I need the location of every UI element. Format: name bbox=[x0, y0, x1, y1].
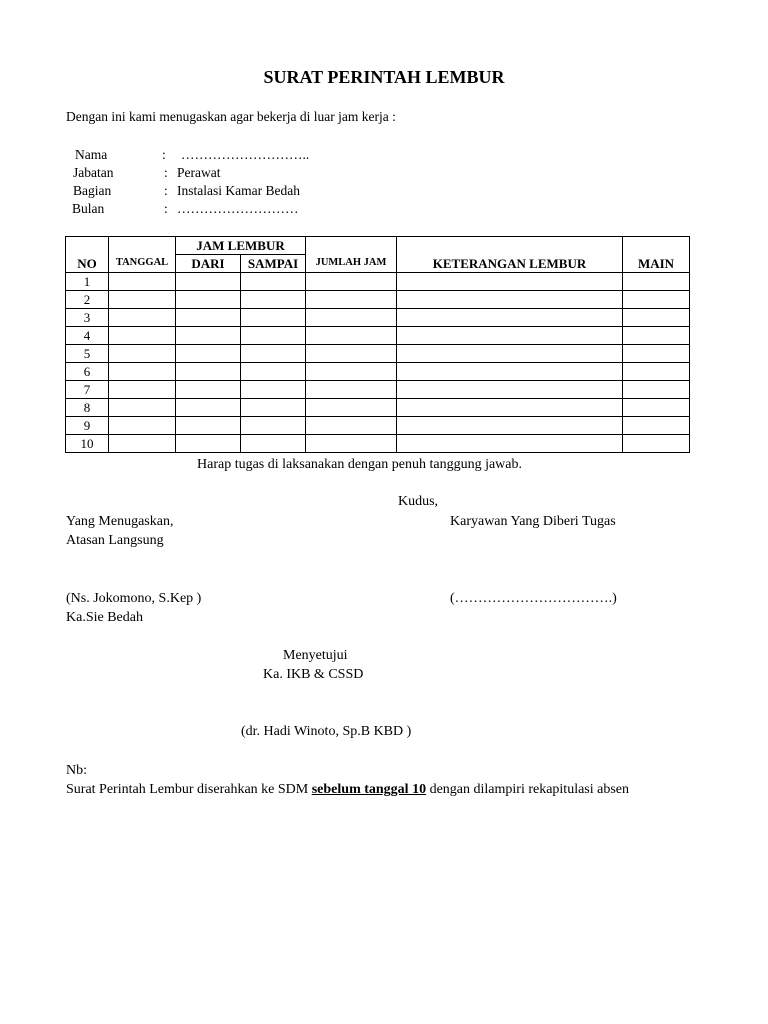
cell-main bbox=[623, 291, 690, 309]
cell-sampai bbox=[241, 399, 306, 417]
header-sampai: SAMPAI bbox=[241, 255, 306, 273]
cell-no: 4 bbox=[66, 327, 109, 345]
cell-no: 3 bbox=[66, 309, 109, 327]
field-value-bulan: ……………………… bbox=[177, 201, 299, 216]
left-sign-line1: Yang Menugaskan, bbox=[66, 514, 174, 529]
header-dari: DARI bbox=[176, 255, 241, 273]
cell-no: 10 bbox=[66, 435, 109, 453]
left-sign-line2: Atasan Langsung bbox=[66, 533, 164, 548]
cell-tanggal bbox=[109, 309, 176, 327]
cell-jumlah-jam bbox=[306, 435, 397, 453]
cell-main bbox=[623, 399, 690, 417]
field-colon: : bbox=[164, 165, 168, 180]
cell-sampai bbox=[241, 327, 306, 345]
field-label-bagian: Bagian bbox=[73, 183, 112, 198]
cell-tanggal bbox=[109, 363, 176, 381]
cell-jumlah-jam bbox=[306, 417, 397, 435]
header-main: MAIN bbox=[623, 237, 690, 273]
cell-tanggal bbox=[109, 435, 176, 453]
field-colon: : bbox=[164, 201, 168, 216]
cell-keterangan bbox=[397, 399, 623, 417]
table-row bbox=[66, 309, 690, 327]
document-title: SURAT PERINTAH LEMBUR bbox=[263, 67, 505, 87]
cell-no: 7 bbox=[66, 381, 109, 399]
cell-jumlah-jam bbox=[306, 273, 397, 291]
cell-no: 5 bbox=[66, 345, 109, 363]
cell-no: 2 bbox=[66, 291, 109, 309]
cell-tanggal bbox=[109, 327, 176, 345]
cell-main bbox=[623, 327, 690, 345]
nb-text-before: Surat Perintah Lembur diserahkan ke SDM bbox=[66, 782, 312, 797]
cell-jumlah-jam bbox=[306, 345, 397, 363]
cell-sampai bbox=[241, 273, 306, 291]
table-row bbox=[66, 345, 690, 363]
cell-sampai bbox=[241, 381, 306, 399]
cell-dari bbox=[176, 381, 241, 399]
cell-tanggal bbox=[109, 273, 176, 291]
cell-dari bbox=[176, 399, 241, 417]
cell-keterangan bbox=[397, 309, 623, 327]
cell-jumlah-jam bbox=[306, 309, 397, 327]
field-label-nama: Nama bbox=[75, 147, 108, 162]
cell-dari bbox=[176, 363, 241, 381]
cell-main bbox=[623, 309, 690, 327]
cell-tanggal bbox=[109, 381, 176, 399]
field-label-bulan: Bulan bbox=[72, 201, 105, 216]
nb-text bbox=[66, 782, 629, 798]
cell-tanggal bbox=[109, 417, 176, 435]
table-row bbox=[66, 291, 690, 309]
overtime-table bbox=[65, 236, 690, 453]
left-sign-role: Ka.Sie Bedah bbox=[66, 610, 143, 625]
cell-dari bbox=[176, 327, 241, 345]
header-no: NO bbox=[66, 237, 109, 273]
table-row bbox=[66, 399, 690, 417]
cell-jumlah-jam bbox=[306, 291, 397, 309]
cell-tanggal bbox=[109, 345, 176, 363]
cell-no: 8 bbox=[66, 399, 109, 417]
approve-name: (dr. Hadi Winoto, Sp.B KBD ) bbox=[241, 724, 412, 739]
intro-text: Dengan ini kami menugaskan agar bekerja di luar jam kerja : bbox=[66, 109, 396, 124]
place-text: Kudus, bbox=[398, 494, 439, 509]
approve-line2: Ka. IKB & CSSD bbox=[263, 667, 364, 682]
field-colon: : bbox=[162, 147, 166, 162]
cell-jumlah-jam bbox=[306, 363, 397, 381]
cell-no: 6 bbox=[66, 363, 109, 381]
cell-main bbox=[623, 417, 690, 435]
cell-keterangan bbox=[397, 435, 623, 453]
cell-sampai bbox=[241, 309, 306, 327]
cell-dari bbox=[176, 273, 241, 291]
cell-keterangan bbox=[397, 327, 623, 345]
header-keterangan: KETERANGAN LEMBUR bbox=[397, 237, 623, 273]
nb-label: Nb: bbox=[66, 763, 87, 778]
field-value-nama: ……………………….. bbox=[181, 147, 310, 162]
field-value-bagian: Instalasi Kamar Bedah bbox=[177, 183, 300, 198]
cell-keterangan bbox=[397, 381, 623, 399]
field-value-jabatan: Perawat bbox=[177, 165, 221, 180]
left-sign-name: (Ns. Jokomono, S.Kep ) bbox=[66, 591, 202, 606]
cell-keterangan bbox=[397, 417, 623, 435]
cell-jumlah-jam bbox=[306, 327, 397, 345]
cell-dari bbox=[176, 309, 241, 327]
cell-dari bbox=[176, 291, 241, 309]
field-label-jabatan: Jabatan bbox=[73, 165, 114, 180]
table-row bbox=[66, 327, 690, 345]
table-header-row bbox=[66, 237, 690, 255]
table-row bbox=[66, 363, 690, 381]
nb-text-after: dengan dilampiri rekapitulasi absen bbox=[426, 782, 630, 797]
cell-sampai bbox=[241, 363, 306, 381]
cell-main bbox=[623, 345, 690, 363]
cell-tanggal bbox=[109, 291, 176, 309]
approve-line1: Menyetujui bbox=[283, 648, 348, 663]
cell-sampai bbox=[241, 417, 306, 435]
cell-dari bbox=[176, 345, 241, 363]
cell-dari bbox=[176, 435, 241, 453]
cell-sampai bbox=[241, 291, 306, 309]
field-colon: : bbox=[164, 183, 168, 198]
cell-main bbox=[623, 435, 690, 453]
cell-main bbox=[623, 363, 690, 381]
header-tanggal: TANGGAL bbox=[109, 237, 176, 273]
cell-keterangan bbox=[397, 291, 623, 309]
cell-jumlah-jam bbox=[306, 399, 397, 417]
cell-sampai bbox=[241, 345, 306, 363]
table-row bbox=[66, 381, 690, 399]
right-sign-line1: Karyawan Yang Diberi Tugas bbox=[450, 514, 616, 529]
cell-main bbox=[623, 381, 690, 399]
cell-dari bbox=[176, 417, 241, 435]
header-jam-lembur: JAM LEMBUR bbox=[176, 237, 306, 255]
cell-main bbox=[623, 273, 690, 291]
cell-keterangan bbox=[397, 273, 623, 291]
cell-sampai bbox=[241, 435, 306, 453]
table-row bbox=[66, 273, 690, 291]
cell-keterangan bbox=[397, 363, 623, 381]
cell-keterangan bbox=[397, 345, 623, 363]
cell-jumlah-jam bbox=[306, 381, 397, 399]
cell-tanggal bbox=[109, 399, 176, 417]
cell-no: 9 bbox=[66, 417, 109, 435]
header-jumlah-jam: JUMLAH JAM bbox=[306, 237, 397, 273]
table-row bbox=[66, 417, 690, 435]
closing-text: Harap tugas di laksanakan dengan penuh tanggung jawab. bbox=[197, 457, 523, 472]
table-row bbox=[66, 435, 690, 453]
nb-text-bold: sebelum tanggal 10 bbox=[311, 782, 427, 797]
cell-no: 1 bbox=[66, 273, 109, 291]
right-sign-name: (…………………………….) bbox=[450, 591, 617, 606]
